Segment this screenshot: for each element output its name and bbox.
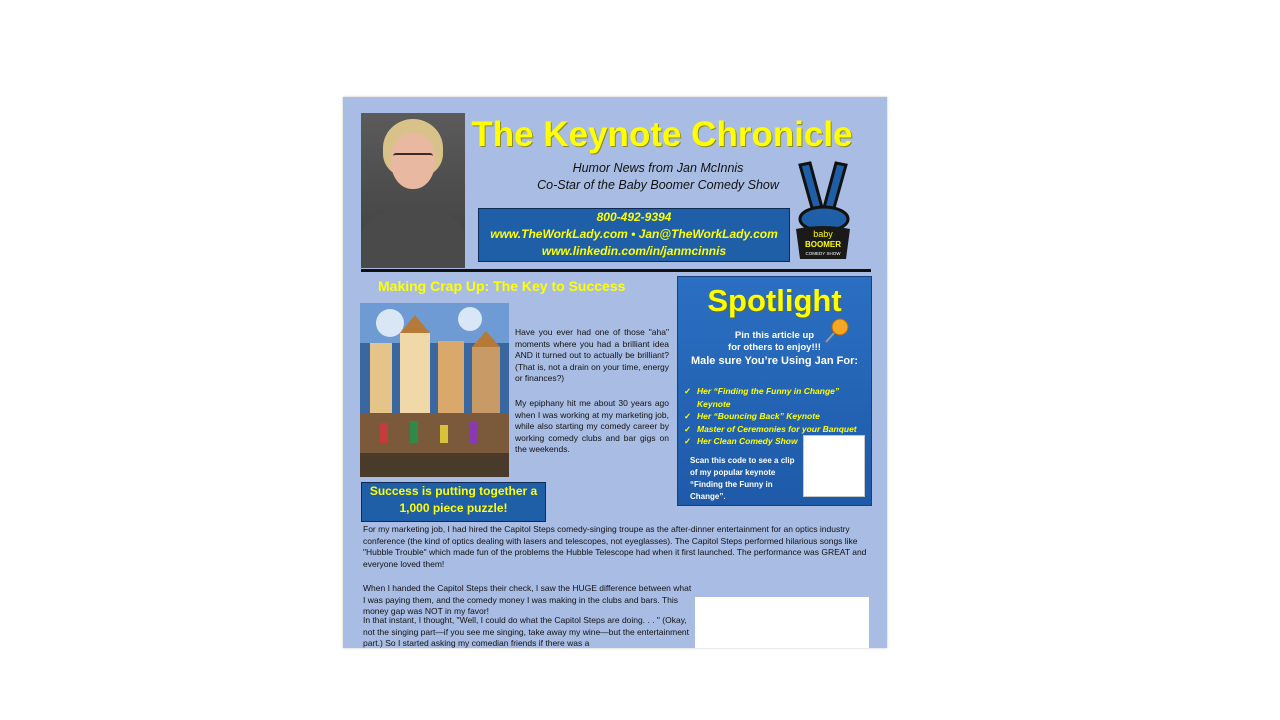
baby-boomer-logo [788, 157, 858, 261]
pin-line-1: Pin this article up [734, 330, 815, 341]
puzzle-callout [361, 482, 546, 522]
logo-baby: baby [813, 229, 833, 239]
linkedin-link[interactable]: www.linkedin.com/in/janmcinnis [541, 244, 727, 258]
newsletter-tagline: Co-Star of the Baby Boomer Comedy Show [537, 178, 779, 192]
callout-line-2: 1,000 piece puzzle! [399, 501, 508, 515]
logo-comedy-show: COMEDY SHOW [805, 251, 841, 256]
article-headline: Making Crap Up: The Key to Success [378, 278, 626, 294]
check-icon: ✓ [684, 411, 692, 421]
article-paragraph-2: My epiphany hit me about 30 years ago when I was working at my marketing job, while also starting my comedy career by working comedy clubs and bar gigs on the weekends. [515, 398, 669, 454]
author-photo [361, 113, 465, 268]
body-paragraph-2: When I handed the Capitol Steps their check, I saw the HUGE difference between what I was paying them, and the comedy money I was making in the clubs and bars. This money gap was NOT in my favor! [363, 583, 692, 616]
newsletter-page [343, 97, 887, 648]
contact-box [478, 208, 790, 262]
newsletter-title: The Keynote Chronicle [471, 115, 853, 154]
list-item: ✓ Master of Ceremonies for your Banquet [684, 423, 857, 434]
spotlight-heading: Male sure You’re Using Jan For: [690, 355, 859, 367]
qr-code-placeholder[interactable] [803, 435, 865, 497]
callout-line-1: Success is putting together a [369, 484, 538, 498]
phone-number[interactable]: 800-492-9394 [596, 210, 672, 224]
article-paragraph-1: Have you ever had one of those "aha" moments where you had a brilliant idea AND it turned out to actually be brilliant? (That is, not a drain on your time, energy or finances?) [515, 327, 669, 383]
body-paragraph-3: In that instant, I thought, "Well, I could do what the Capitol Steps are doing. . . " (Okay, not the singing part—if you see me singing, take away my wine—but the entertainment part.) So I started asking my comedian friends if there was a [363, 615, 690, 648]
check-icon: ✓ [684, 423, 692, 434]
logo-boomer: BOOMER [805, 240, 841, 249]
spotlight-box [677, 276, 872, 506]
puzzle-image [360, 303, 509, 477]
list-item: ✓ Her “Finding the Funny in Change” Keynote [684, 386, 840, 409]
scan-instructions: Scan this code to see a clip of my popular keynote “Finding the Funny in Change”. [690, 456, 795, 501]
check-icon: ✓ [684, 436, 692, 446]
website-email[interactable]: www.TheWorkLady.com • Jan@TheWorkLady.com [490, 227, 778, 241]
list-item: ✓ Her Clean Comedy Show [684, 436, 798, 446]
newsletter-subtitle: Humor News from Jan McInnis [572, 161, 744, 175]
check-icon: ✓ [684, 386, 692, 396]
spotlight-title: Spotlight [707, 283, 842, 318]
header-divider [361, 269, 871, 272]
body-paragraph-1: For my marketing job, I had hired the Capitol Steps comedy-singing troupe as the after-dinner entertainment for an optics industry conference (the kind of optics dealing with lasers and telescopes, not eyeglasses). The Capitol Steps performed hilarious songs like "Hubble Trouble" which made fun of the problems the Hubble Telescope had when it first launched. The performance was GREAT and everyone loved them! [363, 524, 867, 569]
list-item: ✓ Her “Bouncing Back” Keynote [684, 411, 820, 421]
pin-line-2: for others to enjoy!!! [728, 342, 821, 353]
image-placeholder [695, 597, 869, 648]
